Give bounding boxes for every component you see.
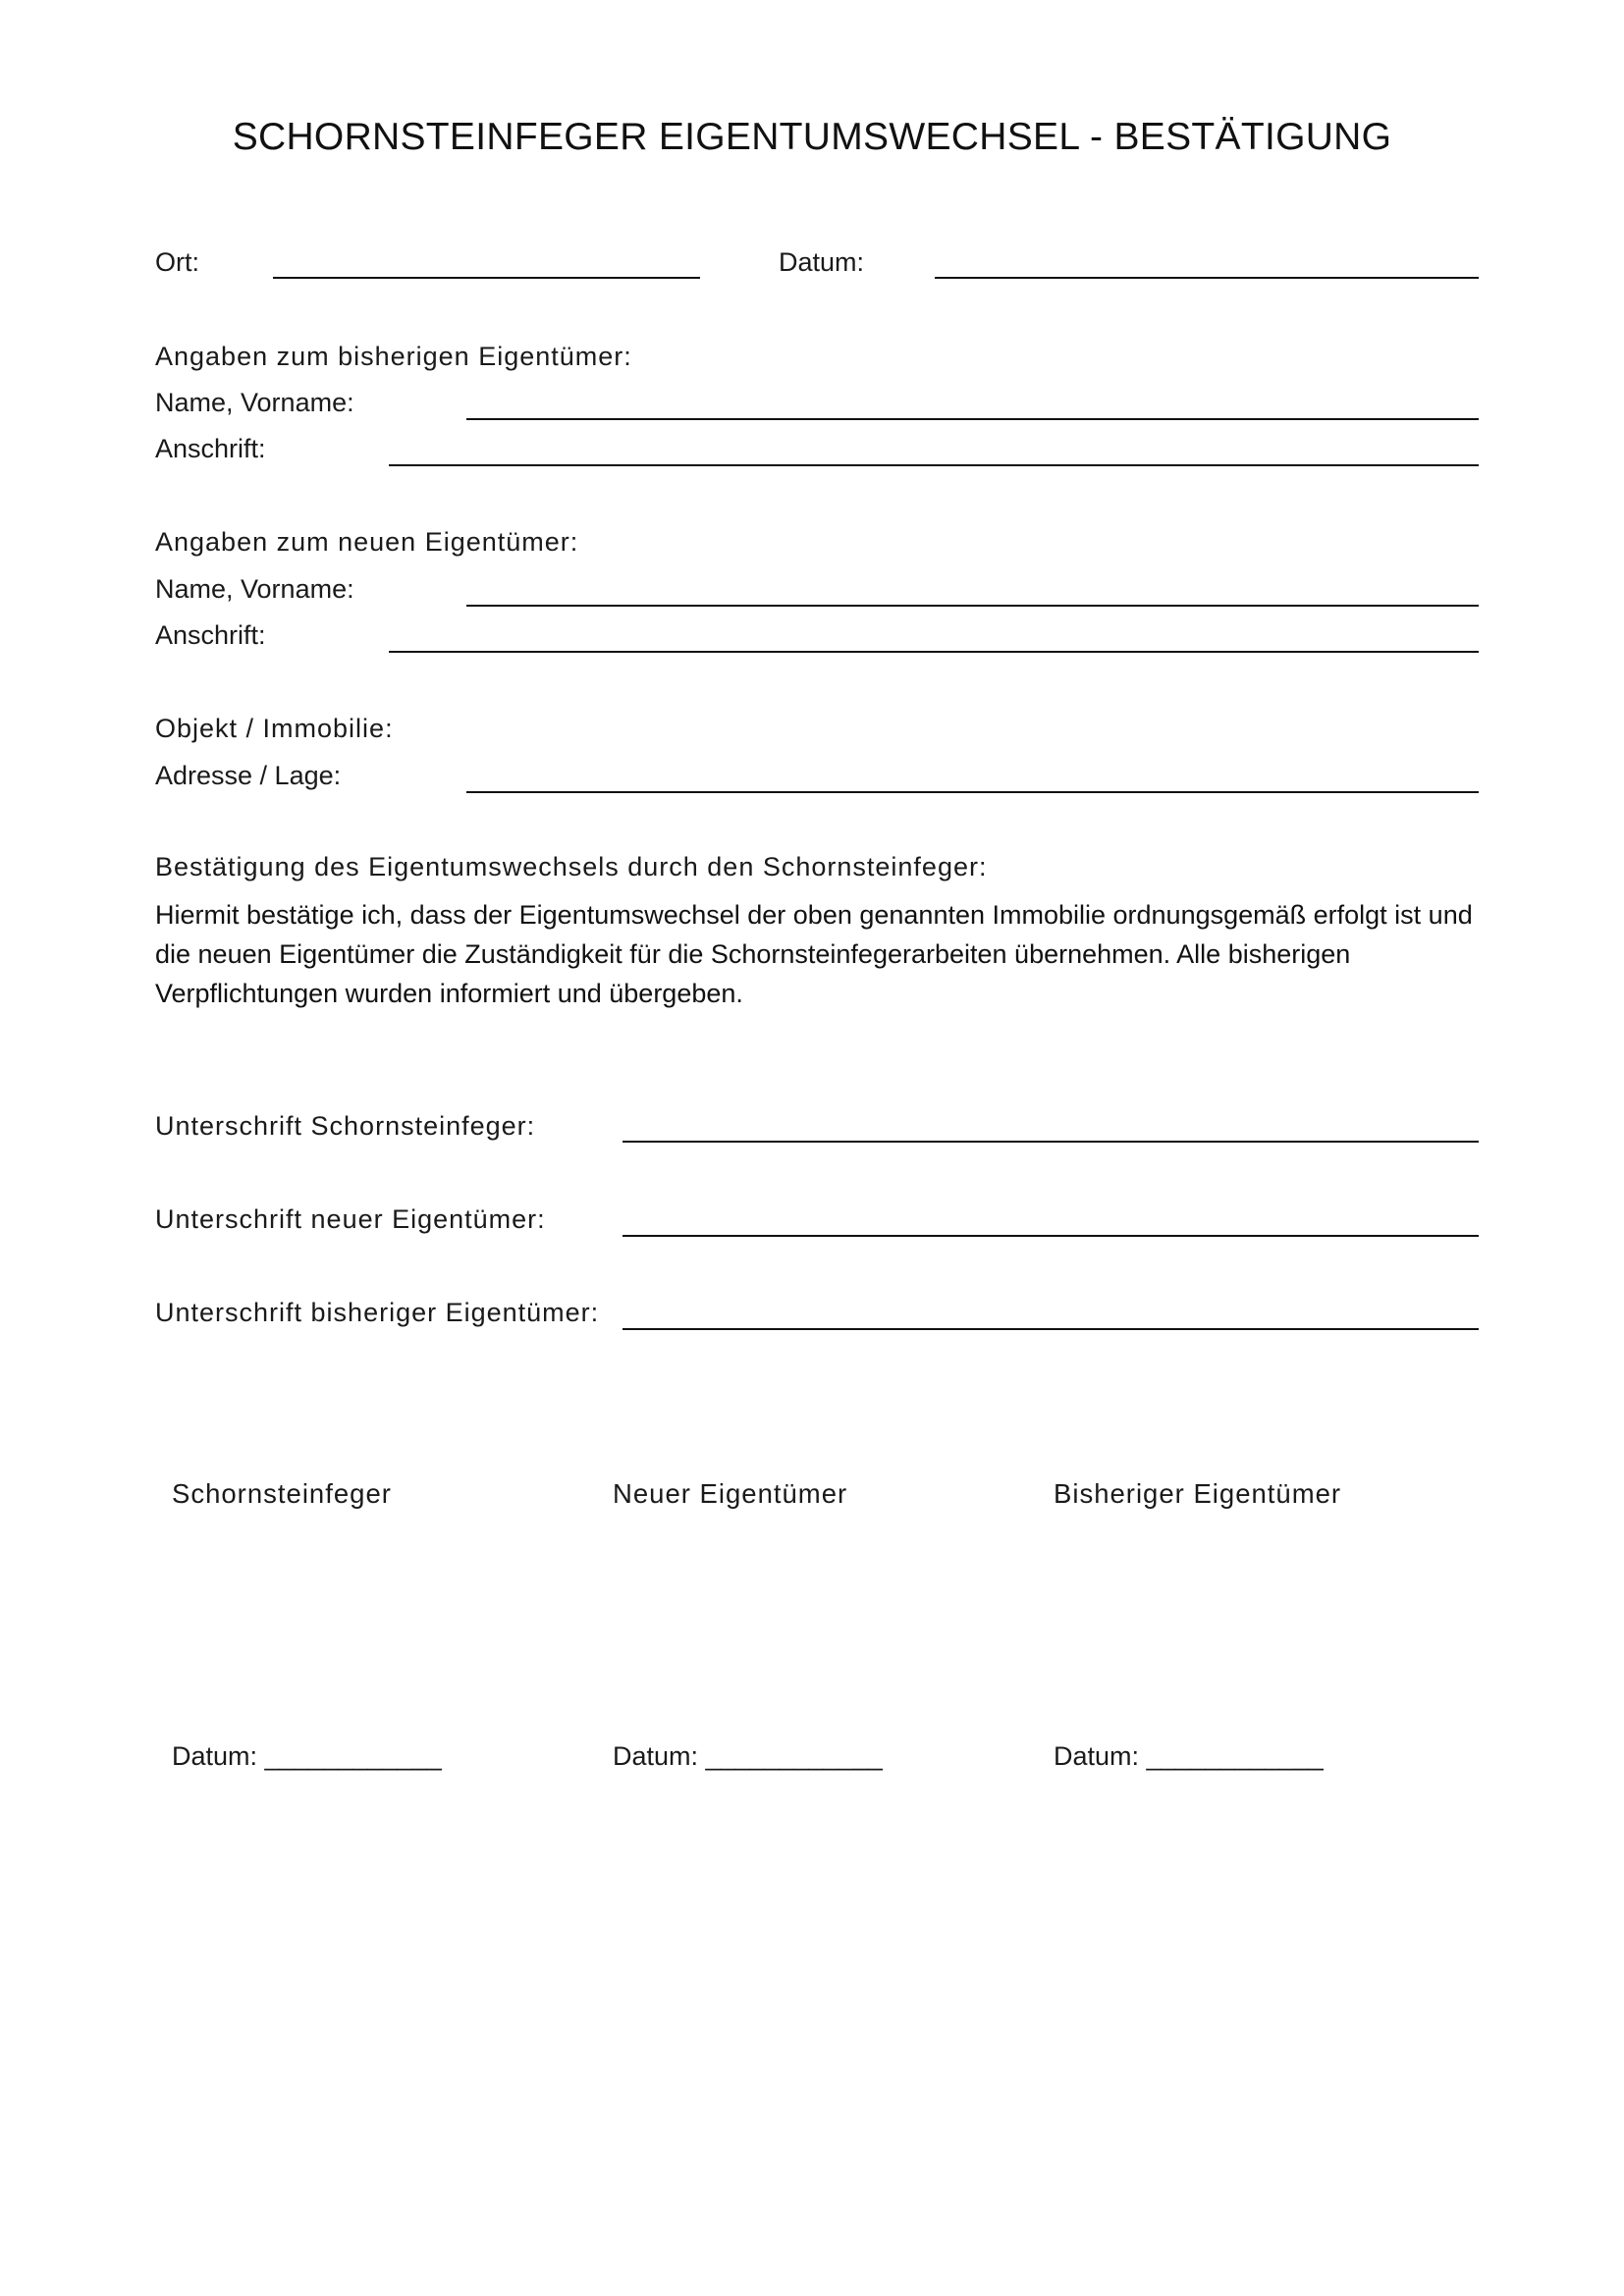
column-heading-sweeper: Schornsteinfeger	[172, 1478, 392, 1509]
sweeper-signature-label: Unterschrift Schornsteinfeger:	[155, 1111, 536, 1141]
previous-owner-heading: Angaben zum bisherigen Eigentümer:	[155, 342, 632, 371]
sweeper-signature-line[interactable]	[623, 1141, 1479, 1143]
previous-owner-name-line[interactable]	[466, 418, 1479, 420]
confirmation-heading: Bestätigung des Eigentumswechsels durch den Schornsteinfeger:	[155, 852, 988, 881]
new-owner-address-line[interactable]	[389, 651, 1479, 653]
column-date-sweeper[interactable]: Datum: ____________	[172, 1741, 442, 1771]
previous-owner-signature-line[interactable]	[623, 1328, 1479, 1330]
ort-label: Ort:	[155, 247, 199, 277]
property-address-line[interactable]	[466, 791, 1479, 793]
previous-owner-name-label: Name, Vorname:	[155, 388, 354, 417]
new-owner-name-label: Name, Vorname:	[155, 574, 354, 604]
new-owner-signature-line[interactable]	[623, 1235, 1479, 1237]
document-title: SCHORNSTEINFEGER EIGENTUMSWECHSEL - BESTÄTIGUNG	[232, 116, 1392, 158]
column-date-new-owner[interactable]: Datum: ____________	[613, 1741, 883, 1771]
new-owner-heading: Angaben zum neuen Eigentümer:	[155, 527, 579, 557]
datum-label: Datum:	[779, 247, 865, 277]
ort-field-line[interactable]	[273, 277, 700, 279]
new-owner-signature-label: Unterschrift neuer Eigentümer:	[155, 1204, 546, 1234]
previous-owner-address-label: Anschrift:	[155, 434, 266, 463]
property-heading: Objekt / Immobilie:	[155, 714, 394, 743]
column-date-previous-owner[interactable]: Datum: ____________	[1054, 1741, 1324, 1771]
column-heading-previous-owner: Bisheriger Eigentümer	[1054, 1478, 1342, 1509]
previous-owner-signature-label: Unterschrift bisheriger Eigentümer:	[155, 1298, 600, 1327]
property-address-label: Adresse / Lage:	[155, 761, 342, 790]
new-owner-address-label: Anschrift:	[155, 620, 266, 650]
confirmation-text: Hiermit bestätige ich, dass der Eigentumswechsel der oben genannten Immobilie ordnungsgemäß erfolgt ist und die neuen Eigentümer die Zuständigkeit für die Schornsteinfegerarbeiten übernehmen. Alle bisherigen Verpflichtungen wurden informiert und übergeben.	[155, 900, 1473, 1008]
column-heading-new-owner: Neuer Eigentümer	[613, 1478, 848, 1509]
previous-owner-address-line[interactable]	[389, 464, 1479, 466]
datum-field-line[interactable]	[935, 277, 1479, 279]
new-owner-name-line[interactable]	[466, 605, 1479, 607]
